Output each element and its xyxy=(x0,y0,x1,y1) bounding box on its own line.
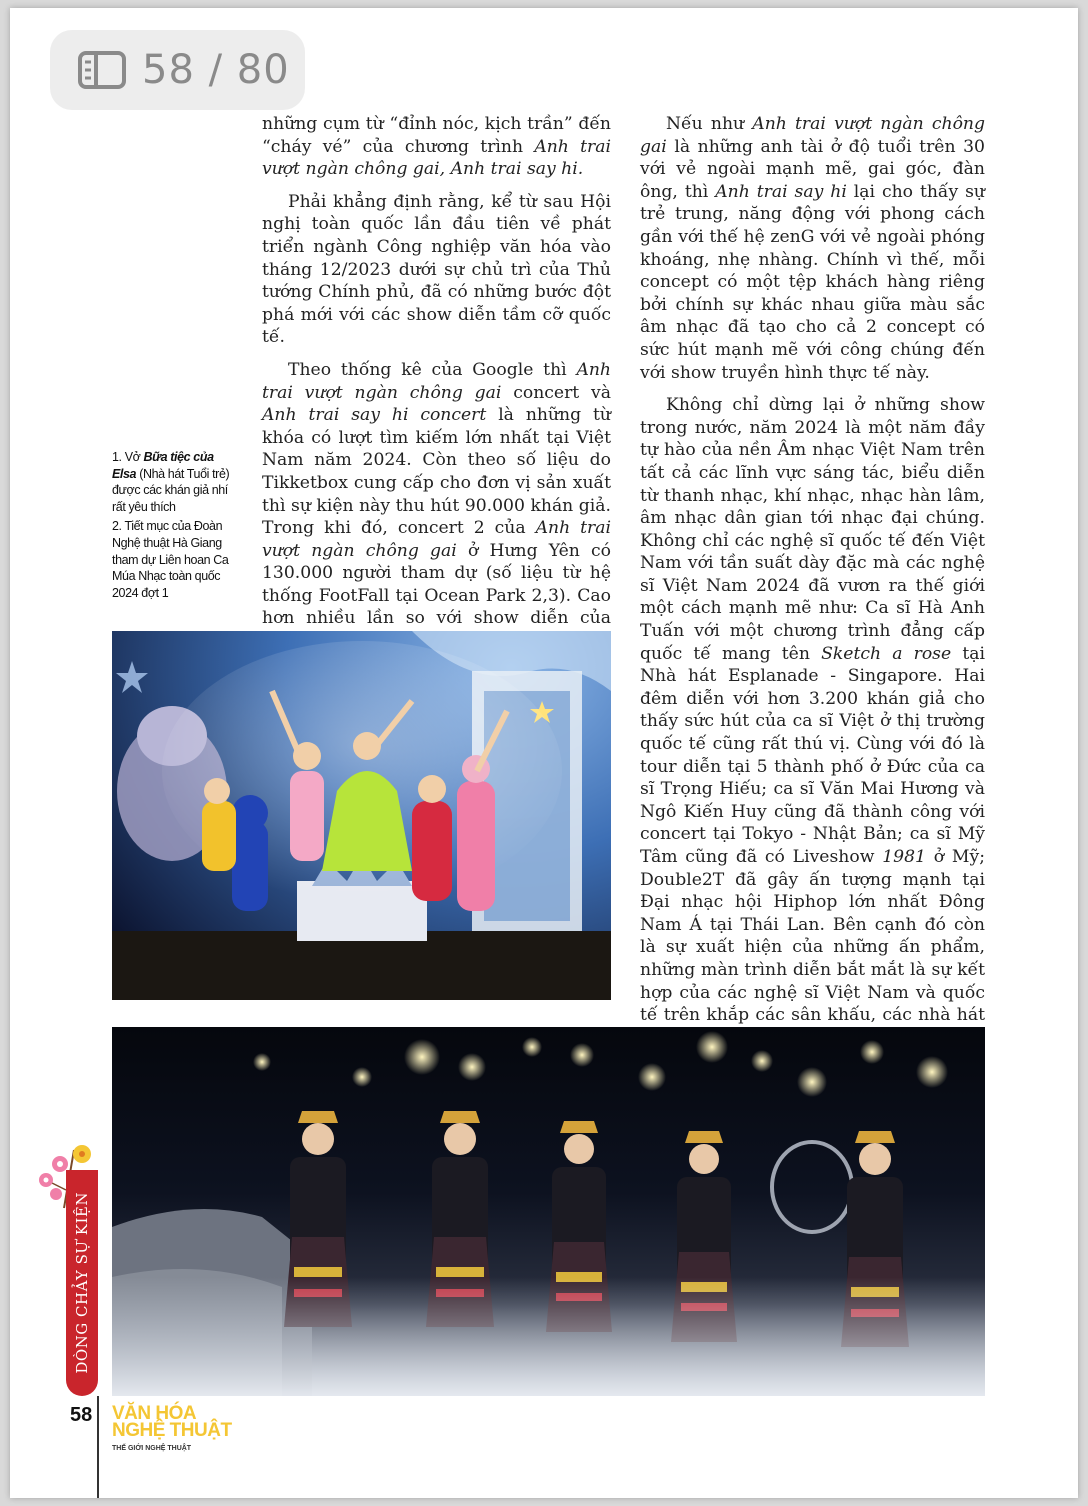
photo-illustration xyxy=(112,631,611,1000)
page-counter-badge[interactable] xyxy=(50,30,305,110)
magazine-subtitle: THẾ GIỚI NGHỆ THUẬT xyxy=(112,1445,192,1452)
text: tại Nhà hát Esplanade - Singapore. Hai đêm diễn với hơn 3.200 khán giả cho thấy sức hút của ca sĩ Việt ở thị trường quốc tế cũng rất thú vị. Cùng với đó là tour diễn tại 5 thành phố ở Đức của ca sĩ Trọng Hiếu; ca sĩ Văn Mai Hương và Ngô Kiến Huy cũng đã thành công với concert tại Tokyo - Nhật Bản; ca sĩ Mỹ Tâm cũng đã có Liveshow xyxy=(640,643,985,867)
italic-title: Bữa tiệc của Elsa xyxy=(112,450,214,481)
text: Nếu như xyxy=(666,114,753,134)
sidebar-panel-icon xyxy=(78,51,126,89)
caption-1 xyxy=(112,449,237,515)
italic-title: Anh trai vượt ngàn chông gai xyxy=(262,518,611,561)
italic-title: Anh trai say hi xyxy=(715,181,847,202)
page-counter-text: 58 / 80 xyxy=(142,47,290,93)
text: ở Mỹ; Double2T đã gây ấn tượng mạnh tại Đại nhạc hội Hiphop lớn nhất Đông Nam Á tại Thái Lan. Bên cạnh đó còn là sự xuất hiện của những ấn phẩm, những màn trình diễn bắt mắt là sự kết hợp của các nghệ sĩ Việt Nam và quốc tế trên khắp các sân khấu, các nhà hát xyxy=(640,847,986,1026)
photo-captions xyxy=(112,449,237,604)
italic-title: Anh trai vượt ngàn chông gai, Anh trai say hi. xyxy=(262,136,611,180)
text: Không chỉ dừng lại ở những show trong nước, năm 2024 là một năm đầy tự hào của nền Âm nhạc Việt Nam trên tất cả các lĩnh vực sáng tác, biểu diễn từ thanh nhạc, khí nhạc, nhạc hàn lâm, âm nhạc dân gian tới nhạc đại chúng. Không chỉ các nghệ sĩ quốc tế đến Việt Nam với tần suất dày đặc mà các nghệ sĩ Việt Nam 2024 đã vươn ra thế giới một cách mạnh mẽ như: Ca sĩ Hà Anh Tuấn với một chương trình đẳng cấp quốc tế mang tên xyxy=(640,395,985,664)
article-column-1 xyxy=(262,113,611,708)
caption-2: 2. Tiết mục của Đoàn Nghệ thuật Hà Giang tham dự Liên hoan Ca Múa Nhạc toàn quốc 2024 đợt 1 xyxy=(112,519,229,600)
text: là những anh tài ở độ tuổi trên 30 với vẻ ngoài mạnh mẽ, gai góc, đàn ông, thì xyxy=(640,136,985,202)
photo-children-theater xyxy=(112,631,611,1000)
paragraph: Phải khẳng định rằng, kể từ sau Hội nghị toàn quốc lần đầu tiên về phát triển ngành Công nghiệp văn hóa vào tháng 12/2023 dưới sự chủ trì của Thủ tướng Chính phủ, đã có những bước đột phá mới với các show diễn tầm cỡ quốc tế. xyxy=(262,191,611,348)
text: là những từ khóa có lượt tìm kiếm lớn nhất tại Việt Nam năm 2024. Còn theo số liệu do Tikketbox cung cấp cho đơn vị sản xuất thì sự kiện này thu hút 90.000 khán giả. Trong khi đó, concert 2 của xyxy=(262,405,611,539)
magazine-logo xyxy=(112,1405,232,1439)
divider xyxy=(97,1396,99,1498)
italic-title: 1981 xyxy=(882,847,926,867)
text: 1. Vở xyxy=(112,450,144,464)
text: ở Hưng Yên có 130.000 người tham dự (số liệu từ hệ thống FootFall tại Ocean Park 2,3). Cao hơn nhiều lần so với show diễn của xyxy=(262,540,611,629)
logo-line-2: NGHỆ THUẬT xyxy=(112,1420,232,1441)
section-tab xyxy=(66,1170,98,1396)
text: những cụm từ “đỉnh nóc, kịch trần” đến “cháy vé” của chương trình xyxy=(262,114,611,157)
paragraph xyxy=(640,394,985,1049)
text: concert và xyxy=(501,382,611,403)
section-label: DÒNG CHẢY SỰ KIỆN xyxy=(73,1192,91,1374)
italic-title: Anh trai vượt ngàn chông gai xyxy=(262,359,611,403)
paragraph xyxy=(640,113,985,384)
italic-title: Sketch a rose xyxy=(821,643,952,664)
photo-illustration xyxy=(112,1027,985,1396)
text: lại cho thấy sự trẻ trung, năng động với phong cách gần với thế hệ zenG với vẻ ngoài phóng khoáng, nhẹ nhàng. Chính vì thế, mỗi concept có một tệp khách hàng riêng bởi chính sự khác nhau giữa màu sắc âm nhạc đã tạo cho cả 2 concept có sức hút mạnh mẽ với công chúng đến với show truyền hình thực tế này. xyxy=(640,181,985,383)
article-column-2 xyxy=(640,113,985,1059)
italic-title: Anh trai say hi concert xyxy=(262,405,487,426)
page-number: 58 xyxy=(70,1404,93,1426)
photo-ha-giang-performance xyxy=(112,1027,985,1396)
paragraph xyxy=(262,113,611,181)
text: (Nhà hát Tuổi trẻ) được các khán giả nhí rất yêu thích xyxy=(112,466,230,514)
logo-line-1: VĂN HÓA xyxy=(112,1403,197,1424)
italic-title: Anh trai vượt ngàn chông gai xyxy=(640,114,985,157)
text: Theo thống kê của Google thì xyxy=(288,359,577,380)
